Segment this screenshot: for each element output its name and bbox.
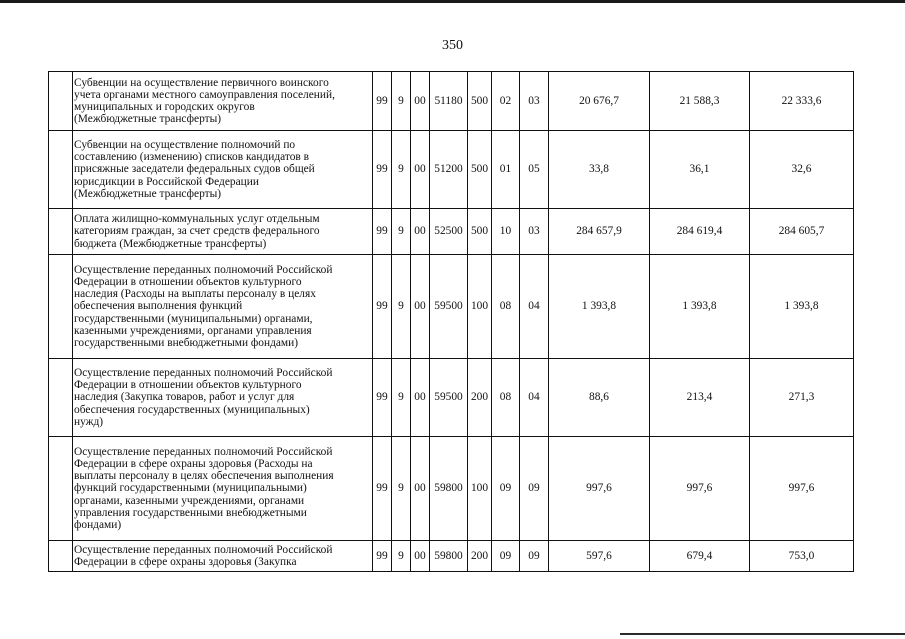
table-row bbox=[49, 437, 854, 541]
expense-name-line: Осуществление переданных полномочий Российской bbox=[74, 543, 333, 556]
table-row bbox=[49, 359, 854, 437]
expense-name-line: Осуществление переданных полномочий Российской bbox=[74, 366, 333, 379]
target-code-cell: 59500 bbox=[430, 255, 468, 359]
subsection-cell: 03 bbox=[520, 209, 549, 255]
expense-name-line: обеспечения выполнения функций bbox=[74, 300, 243, 313]
subsection-cell: 09 bbox=[520, 541, 549, 572]
expense-type-cell: 500 bbox=[468, 131, 492, 209]
program-code-cell: 99 bbox=[373, 359, 392, 437]
expense-name-cell bbox=[73, 209, 373, 255]
expense-name-line: наследия (Закупка товаров, работ и услуг для bbox=[74, 391, 295, 404]
subsection-cell: 04 bbox=[520, 255, 549, 359]
subprogram-code-cell: 9 bbox=[392, 541, 411, 572]
page-number: 350 bbox=[442, 38, 463, 53]
expense-name-line: присяжные заседатели федеральных судов общей bbox=[74, 163, 315, 176]
program-code-cell: 99 bbox=[373, 437, 392, 541]
measure-code-cell: 00 bbox=[411, 209, 430, 255]
sum-year-3-cell: 284 605,7 bbox=[750, 209, 854, 255]
table-row bbox=[49, 209, 854, 255]
expense-name-line: Субвенции на осуществление первичного воинского bbox=[74, 76, 329, 89]
scan-edge-top bbox=[0, 0, 905, 3]
measure-code-cell: 00 bbox=[411, 437, 430, 541]
row-marker-cell bbox=[49, 209, 73, 255]
target-code-cell: 59500 bbox=[430, 359, 468, 437]
program-code-cell: 99 bbox=[373, 541, 392, 572]
section-cell: 08 bbox=[492, 255, 520, 359]
section-cell: 01 bbox=[492, 131, 520, 209]
sum-year-1-cell: 88,6 bbox=[549, 359, 650, 437]
expense-name-line: учета органами местного самоуправления поселений, bbox=[74, 88, 335, 101]
expense-type-cell: 100 bbox=[468, 437, 492, 541]
expense-name-line: Осуществление переданных полномочий Российской bbox=[74, 445, 333, 458]
expense-name-cell bbox=[73, 255, 373, 359]
expense-name-line: Федерации в сфере охраны здоровья (Закупка bbox=[74, 556, 297, 568]
program-code-cell: 99 bbox=[373, 72, 392, 131]
sum-year-3-cell: 753,0 bbox=[750, 541, 854, 572]
measure-code-cell: 00 bbox=[411, 131, 430, 209]
expense-name-line: бюджета (Межбюджетные трансферты) bbox=[74, 237, 267, 250]
subprogram-code-cell: 9 bbox=[392, 131, 411, 209]
program-code-cell: 99 bbox=[373, 255, 392, 359]
expense-name-line: категориям граждан, за счет средств федерального bbox=[74, 225, 320, 238]
sum-year-2-cell: 284 619,4 bbox=[650, 209, 750, 255]
sum-year-3-cell: 1 393,8 bbox=[750, 255, 854, 359]
sum-year-2-cell: 21 588,3 bbox=[650, 72, 750, 131]
expense-name-line: Оплата жилищно-коммунальных услуг отдельным bbox=[74, 213, 320, 226]
expense-name-line: составлению (изменению) списков кандидатов в bbox=[74, 151, 310, 164]
program-code-cell: 99 bbox=[373, 131, 392, 209]
subsection-cell: 03 bbox=[520, 72, 549, 131]
sum-year-3-cell: 997,6 bbox=[750, 437, 854, 541]
expense-name-line: казенными учреждениями, органами управления bbox=[74, 324, 312, 337]
row-marker-cell bbox=[49, 437, 73, 541]
subsection-cell: 04 bbox=[520, 359, 549, 437]
expense-type-cell: 500 bbox=[468, 72, 492, 131]
sum-year-1-cell: 284 657,9 bbox=[549, 209, 650, 255]
sum-year-1-cell: 20 676,7 bbox=[549, 72, 650, 131]
table-row bbox=[49, 541, 854, 572]
subsection-cell: 09 bbox=[520, 437, 549, 541]
measure-code-cell: 00 bbox=[411, 72, 430, 131]
expense-name-cell bbox=[73, 72, 373, 131]
table-row bbox=[49, 255, 854, 359]
expense-type-cell: 500 bbox=[468, 209, 492, 255]
target-code-cell: 52500 bbox=[430, 209, 468, 255]
section-cell: 09 bbox=[492, 437, 520, 541]
expense-name-line: наследия (Расходы на выплаты персоналу в целях bbox=[74, 288, 316, 301]
target-code-cell: 59800 bbox=[430, 437, 468, 541]
sum-year-3-cell: 32,6 bbox=[750, 131, 854, 209]
subsection-cell: 05 bbox=[520, 131, 549, 209]
expense-name-line: государственными (муниципальными) органами, bbox=[74, 312, 313, 325]
expense-name-line: юрисдикции в Российской Федерации bbox=[74, 175, 259, 188]
subprogram-code-cell: 9 bbox=[392, 209, 411, 255]
expense-name-line: Осуществление переданных полномочий Российской bbox=[74, 263, 333, 276]
section-cell: 08 bbox=[492, 359, 520, 437]
program-code-cell: 99 bbox=[373, 209, 392, 255]
measure-code-cell: 00 bbox=[411, 255, 430, 359]
expense-name-line: обеспечения государственных (муниципальных) bbox=[74, 403, 310, 416]
expense-name-cell bbox=[73, 437, 373, 541]
sum-year-2-cell: 679,4 bbox=[650, 541, 750, 572]
expense-name-cell bbox=[73, 541, 373, 572]
row-marker-cell bbox=[49, 359, 73, 437]
expense-name-line: муниципальных и городских округов bbox=[74, 101, 255, 113]
expense-type-cell: 200 bbox=[468, 541, 492, 572]
target-code-cell: 59800 bbox=[430, 541, 468, 572]
row-marker-cell bbox=[49, 131, 73, 209]
row-marker-cell bbox=[49, 72, 73, 131]
expense-name-line: органами, казенными учреждениями, органами bbox=[74, 494, 305, 507]
table-row bbox=[49, 131, 854, 209]
section-cell: 02 bbox=[492, 72, 520, 131]
sum-year-2-cell: 997,6 bbox=[650, 437, 750, 541]
scan-edge-bottom bbox=[620, 633, 905, 635]
expense-name-line: государственными внебюджетными фондами) bbox=[74, 337, 299, 349]
sum-year-3-cell: 271,3 bbox=[750, 359, 854, 437]
sum-year-1-cell: 997,6 bbox=[549, 437, 650, 541]
expense-type-cell: 100 bbox=[468, 255, 492, 359]
subprogram-code-cell: 9 bbox=[392, 359, 411, 437]
target-code-cell: 51200 bbox=[430, 131, 468, 209]
expense-name-line: (Межбюджетные трансферты) bbox=[74, 187, 222, 200]
expense-name-line: управления государственными внебюджетными bbox=[74, 506, 307, 519]
subprogram-code-cell: 9 bbox=[392, 255, 411, 359]
expense-type-cell: 200 bbox=[468, 359, 492, 437]
target-code-cell: 51180 bbox=[430, 72, 468, 131]
expense-name-line: функций государственными (муниципальными) bbox=[74, 482, 307, 495]
section-cell: 10 bbox=[492, 209, 520, 255]
expense-name-line: выплаты персоналу в целях обеспечения выполнения bbox=[74, 470, 334, 483]
sum-year-1-cell: 33,8 bbox=[549, 131, 650, 209]
row-marker-cell bbox=[49, 255, 73, 359]
expense-name-line: Субвенции на осуществление полномочий по bbox=[74, 138, 296, 151]
expense-name-line: Федерации в отношении объектов культурного bbox=[74, 275, 302, 288]
sum-year-2-cell: 213,4 bbox=[650, 359, 750, 437]
budget-table bbox=[48, 71, 854, 572]
expense-name-line: Федерации в отношении объектов культурного bbox=[74, 379, 302, 392]
expense-name-cell bbox=[73, 131, 373, 209]
sum-year-2-cell: 36,1 bbox=[650, 131, 750, 209]
subprogram-code-cell: 9 bbox=[392, 437, 411, 541]
sum-year-2-cell: 1 393,8 bbox=[650, 255, 750, 359]
table-row bbox=[49, 72, 854, 131]
sum-year-1-cell: 1 393,8 bbox=[549, 255, 650, 359]
expense-name-line: нужд) bbox=[74, 415, 104, 428]
row-marker-cell bbox=[49, 541, 73, 572]
expense-name-line: (Межбюджетные трансферты) bbox=[74, 113, 222, 126]
expense-name-line: Федерации в сфере охраны здоровья (Расходы на bbox=[74, 457, 313, 470]
subprogram-code-cell: 9 bbox=[392, 72, 411, 131]
sum-year-1-cell: 597,6 bbox=[549, 541, 650, 572]
expense-name-cell bbox=[73, 359, 373, 437]
expense-name-line: фондами) bbox=[74, 519, 122, 531]
measure-code-cell: 00 bbox=[411, 541, 430, 572]
sum-year-3-cell: 22 333,6 bbox=[750, 72, 854, 131]
measure-code-cell: 00 bbox=[411, 359, 430, 437]
section-cell: 09 bbox=[492, 541, 520, 572]
